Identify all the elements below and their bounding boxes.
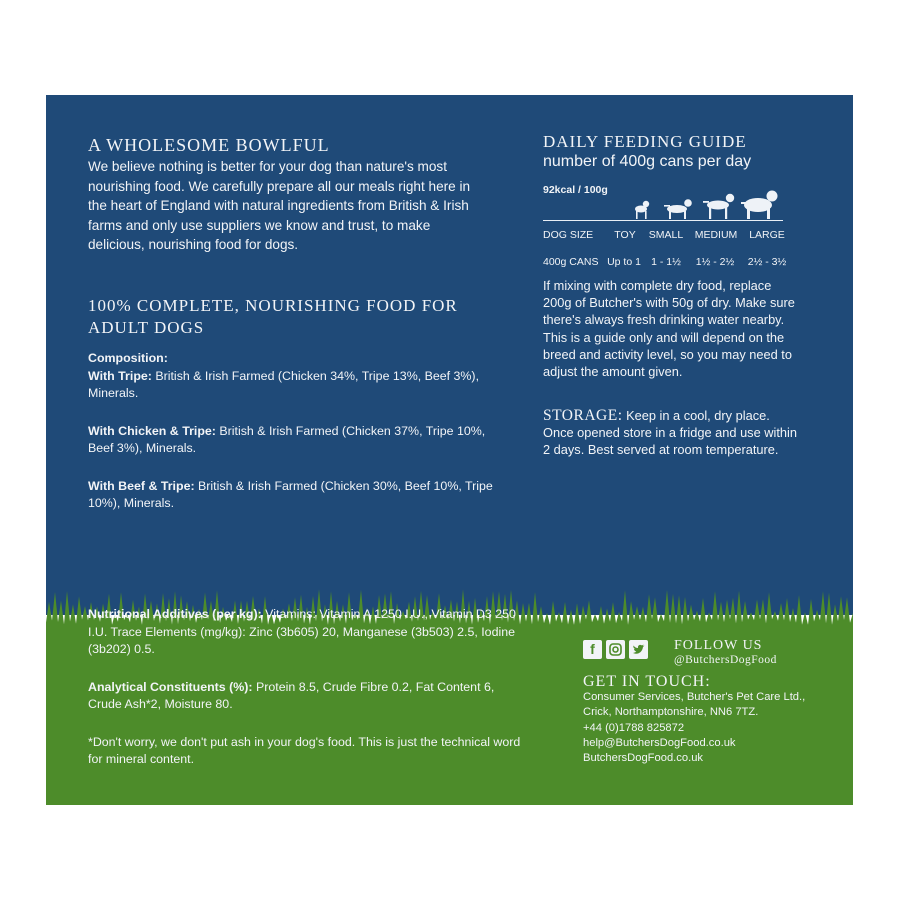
- storage-text: Keep in a cool, dry place. Once opened store in a fridge and use within 2 days. Best served at room temperature.: [543, 408, 797, 458]
- storage-label: STORAGE:: [543, 407, 623, 424]
- table-cell: 1½ - 2½: [695, 256, 735, 268]
- recipe-beef-tripe: [88, 478, 508, 513]
- table-cell: 400g CANS: [543, 256, 599, 268]
- ash-footnote: *Don't worry, we don't put ash in your dog's food. This is just the technical word for mineral content.: [88, 734, 521, 766]
- small-dog-icon: [664, 199, 692, 219]
- table-header: LARGE: [749, 229, 785, 241]
- intro-paragraph: We believe nothing is better for your dog than nature's most nourishing food. We carefully prepare all our meals right here in the heart of England with natural ingredients from British & Irish farms and only use suppliers we know and trust, to make delicious, nourishing food for dogs.: [88, 159, 471, 253]
- dog-size-icons: [614, 188, 784, 222]
- table-cell: 2½ - 3½: [747, 256, 787, 268]
- contact-email[interactable]: help@ButchersDogFood.co.uk: [583, 736, 736, 749]
- get-in-touch-heading: GET IN TOUCH:: [583, 673, 711, 690]
- composition-label: Composition:: [88, 351, 168, 365]
- instagram-icon[interactable]: [606, 640, 625, 659]
- additives-label: Nutritional Additives (per kg):: [88, 607, 262, 621]
- additives-paragraph: [88, 606, 528, 659]
- recipe-tripe: [88, 368, 508, 403]
- composition-section: [88, 350, 508, 533]
- medium-dog-icon: [703, 194, 734, 219]
- contact-details: [583, 690, 823, 766]
- additives-text: Vitamins: Vitamin A 1250 I.U., Vitamin D3 250 I.U. Trace Elements (mg/kg): Zinc (3b605) 20, Manganese (3b503) 2.5, Iodine (3b202) 0.5.: [88, 607, 516, 656]
- contact-address: Crick, Northamptonshire, NN6 7TZ.: [583, 706, 759, 719]
- table-header: MEDIUM: [694, 229, 738, 241]
- recipe-name: With Beef & Tripe:: [88, 478, 195, 493]
- recipe-text: British & Irish Farmed (Chicken 30%, Beef 10%, Tripe 10%), Minerals.: [88, 478, 493, 510]
- toy-dog-icon: [635, 201, 649, 219]
- recipe-name: With Tripe:: [88, 368, 152, 383]
- feeding-guide-title: DAILY FEEDING GUIDE: [543, 132, 747, 151]
- contact-website[interactable]: ButchersDogFood.co.uk: [583, 752, 704, 765]
- follow-us-label: FOLLOW US: [674, 638, 763, 653]
- table-header: DOG SIZE: [543, 229, 594, 241]
- table-cell: Up to 1: [607, 256, 641, 268]
- facebook-icon[interactable]: f: [583, 640, 602, 659]
- large-dog-icon: [741, 191, 778, 220]
- analytical-paragraph: [88, 679, 528, 714]
- storage-section: [543, 407, 803, 459]
- table-header: TOY: [614, 229, 636, 241]
- recipe-text: British & Irish Farmed (Chicken 34%, Tripe 13%, Beef 3%), Minerals.: [88, 368, 480, 400]
- kcal-value: 92kcal / 100g: [543, 184, 608, 196]
- recipe-text: British & Irish Farmed (Chicken 37%, Tripe 10%, Beef 3%), Minerals.: [88, 423, 486, 455]
- feeding-guide-subtitle: number of 400g cans per day: [543, 153, 752, 170]
- table-cell: 1 - 1½: [651, 256, 681, 268]
- recipe-chicken-tripe: [88, 423, 508, 458]
- twitter-icon[interactable]: [629, 640, 648, 659]
- analytical-text: Protein 8.5, Crude Fibre 0.2, Fat Content 6, Crude Ash*2, Moisture 80.: [88, 679, 495, 711]
- contact-company: Consumer Services, Butcher's Pet Care Ltd.,: [583, 691, 806, 703]
- product-label: [46, 95, 853, 805]
- recipe-name: With Chicken & Tripe:: [88, 423, 216, 438]
- social-handle[interactable]: @ButchersDogFood: [674, 654, 777, 666]
- wholesome-heading: A WHOLESOME BOWLFUL: [88, 135, 330, 155]
- feeding-note: If mixing with complete dry food, replace 200g of Butcher's with 50g of dry. Make sure there's always fresh drinking water nearby. This is a guide only and will depend on the breed and activity level, so you may need to adjust the amount given.: [543, 278, 795, 380]
- guide-divider: [543, 220, 783, 221]
- analytical-label: Analytical Constituents (%):: [88, 679, 253, 694]
- complete-food-heading: 100% COMPLETE, NOURISHING FOOD FOR ADULT DOGS: [88, 296, 458, 337]
- nutrition-section: [88, 606, 528, 789]
- table-header: SMALL: [648, 229, 684, 241]
- contact-phone[interactable]: +44 (0)1788 825872: [583, 721, 685, 734]
